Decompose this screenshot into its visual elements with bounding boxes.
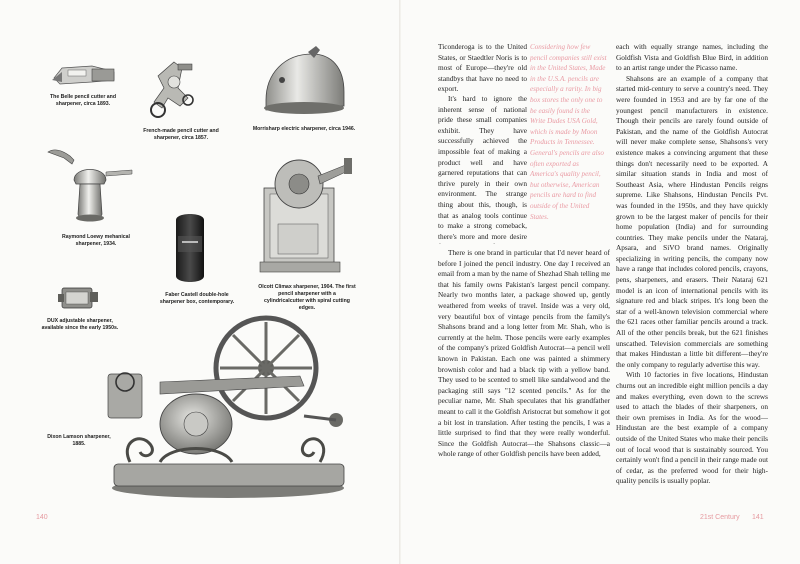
caption-olcott: Olcott Climax sharpener, 1904. The first pencil sharpener with a cylindricalcutter with spiral cutting edges. [258,284,356,311]
paragraph: With 10 factories in five locations, Hindustan churns out an incredible eight million pencils a day and makes everything, even down to the screws used to attach the blades of their sharpeners, on their own premises in India. As for the wood—Hindustan are the best example of a company outside of the United States who make their pencils out of local wood that is sustainably sourced. You certainly won't find a pencil in their range made out of cedar, as the preferred wood for their high-quality pencils is usually poplar. [616,370,768,486]
caption-faber: Faber Castell double-hole sharpener box, contemporary. [159,292,235,305]
text-column-1-lower [438,248,610,510]
text-column-2 [616,42,768,512]
paragraph: There is one brand in particular that I'd never heard of before I joined the pencil industry. One day I received an email from a man by the name of Shezhad Shah telling me that his family owns Pakistan's largest pencil company. Nearly two months later, a package showed up, gently weathered from weeks of travel. Inside was a very old, very beautiful box of vintage pencils from the family's Shahsons brand and a long letter from Mr. Shah, who is currently at the helm. Those pencils were early examples of the company's prized Goldfish Autocrat—a pencil well known in Pakistan. Each one was painted a shimmery brownish color and had a black tip with a yellow band. They used to be scented to smell like sandalwood and the packaging still says "12 scented pencils." As for the peculiar name, Mr. Shah speculates that his grandfather meant to call it the Goldfish Aristocrat but somehow it got a bit lost in translation. After testing the pencils, I was a little surprised to find that they were really wonderful. Since the Goldfish Autocrat—the Shahsons classic—a whole range of other Goldfish pencils have been added, [438,248,610,459]
caption-dixon: Dixon Lamson sharpener, 1885. [47,434,111,447]
text-column-1-body [438,94,527,244]
french-sharpener-illustration [144,58,204,124]
paragraph: Ticonderoga is to the United States, or Staedtler Noris is to most of Europe—they're old standbys that have no need to export. [438,42,527,94]
faber-castell-box-illustration [170,210,210,286]
belle-sharpener-illustration [48,60,120,90]
caption-french: French-made pencil cutter and sharpener, circa 1857. [143,128,219,141]
paragraph: each with equally strange names, including the Goldfish Vista and Goldfish Blue Bird, in addition to an artist range under the Picasso name. [616,42,768,73]
page-gutter [399,0,401,564]
morrisharp-sharpener-illustration [258,44,350,120]
caption-belle: The Belle pencil cutter and sharpener, circa 1893. [49,94,116,107]
caption-loewy: Raymond Loewy mehanical sharpener, 1934. [61,234,131,247]
paragraph: It's hard to ignore the inherent sense of national pride these small companies exhibit. They have successfully achieved the impossible feat of making a product well and have garnered reputations that can thrive purely in their own environment. The strange thing about this, though, is that as analog tools continue to make a strong comeback, there's more and more desire [438,94,527,241]
caption-morrisharp: Morrisharp electric sharpener, circa 1946. [252,126,356,132]
caption-dux: DUX adjustable sharpener, available since the early 1950s. [41,318,119,331]
olcott-climax-illustration [256,150,354,280]
running-footer-title: 21st Century [700,514,740,521]
page-number-right: 141 [752,514,764,521]
dixon-lamson-illustration [100,312,350,500]
dux-sharpener-illustration [56,282,100,314]
paragraph: Shahsons are an example of a company that started mid-century to serve a country's need. They were founded in 1953 and are by far one of the youngest pencil manufacturers in existence. Though their pencils are rarely found outside of Pakistan, and the name of the Goldfish Autocrat will never make complete sense, Shahsons's very existence makes a convincing argument that these things don't necessarily need to be exported. A similar situation stands in India and most of Southeast Asia, where Hindustan Pencils reigns supreme. Like Shahsons, Hindustan Pencils Pvt. was founded in the 1950s, and they have quickly grown to be the largest maker of pencils for their home population (India) and for surrounding countries. They make pencils under the Nataraj, Apsara, and SiVO brand names. Originally specializing in writing pencils, the company now have a range that includes colored pencils, crayons, pens, sharpeners, and erasers. Their Nataraj 621 model is an icon of international pencils with its signature red and black stripes. It's long been the star of a well-known television commercial where the 621 races other familiar pencils around a track. All of the other pencils break, but the 621 finishes unscathed. Television commercials are something that makes Hindustan a little bit different—they're the only company to regularly advertise this way. [616,73,768,369]
loewy-sharpener-illustration [44,144,136,224]
page-number-left: 140 [36,514,48,521]
pull-quote: Considering how few pencil companies still exist in the United States, Made in the U.S.A. pencils are especially a rarity. In big box stores the only one to be easily found is the Write Dudes USA Gold, which is made by Moon Products in Tennessee. General's pencils are also often exported as America's quality pencil, but otherwise, American pencils are hard to find outside of the United States. [530,43,607,221]
